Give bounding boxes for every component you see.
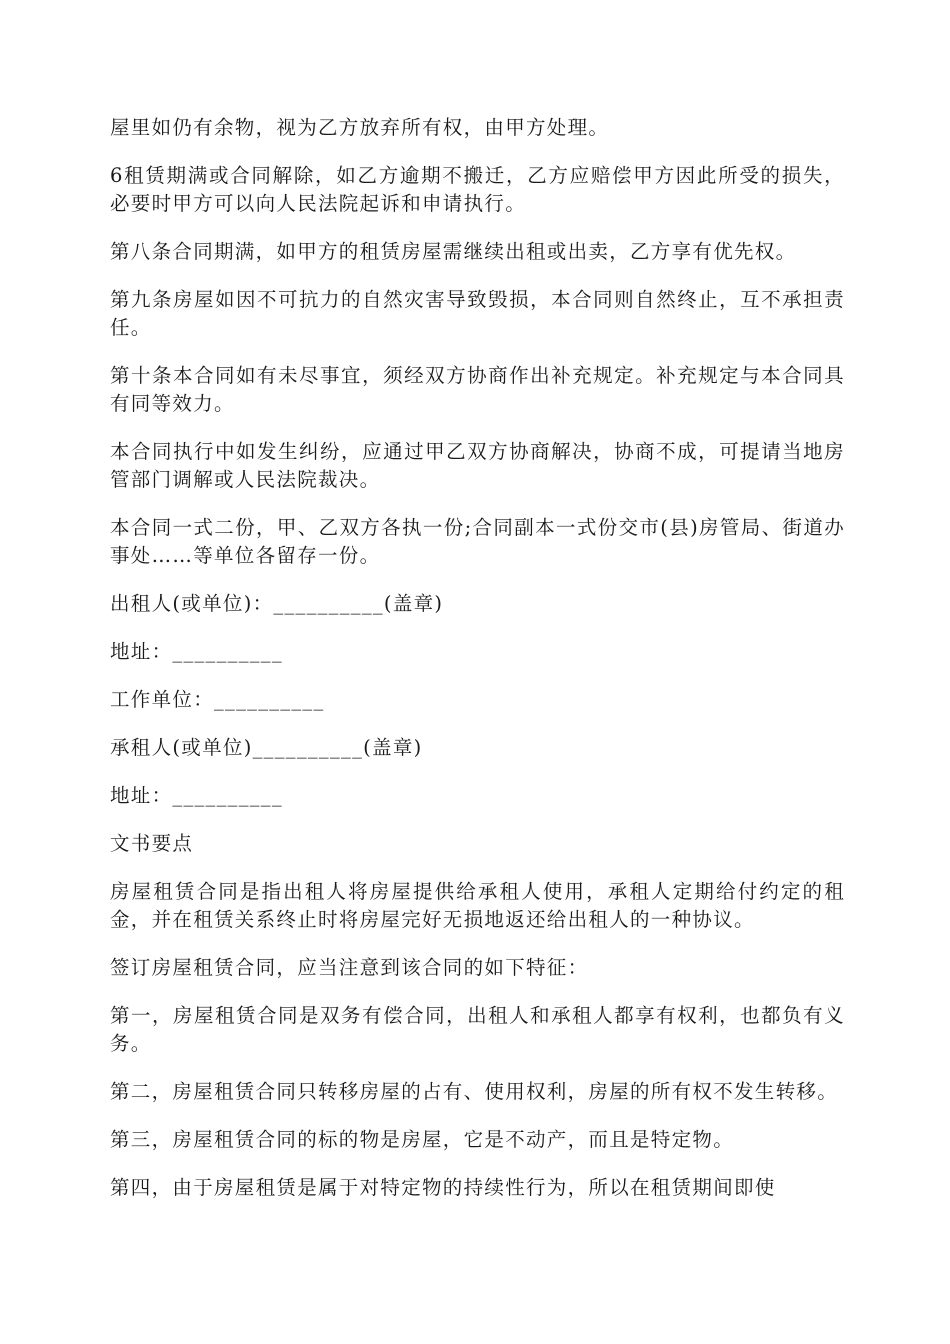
paragraph-feature-4: 第四，由于房屋租赁是属于对特定物的持续性行为，所以在租赁期间即使	[110, 1176, 776, 1199]
paragraph-dispute-resolution: 本合同执行中如发生纠纷，应通过甲乙双方协商解决，协商不成，可提请当地房管部门调解或人民法院裁决。	[110, 440, 845, 491]
signature-lessor: 出租人(或单位)：__________(盖章)	[110, 592, 444, 615]
paragraph-clause-6-overdue: 6租赁期满或合同解除，如乙方逾期不搬迁，乙方应赔偿甲方因此所受的损失，必要时甲方可以向人民法院起诉和申请执行。	[110, 164, 845, 215]
paragraph-feature-1: 第一，房屋租赁合同是双务有偿合同，出租人和承租人都享有权利，也都负有义务。	[110, 1004, 845, 1055]
document-body	[110, 114, 845, 1222]
signature-workplace: 工作单位：__________	[110, 688, 325, 711]
signature-lessee-address: 地址：__________	[110, 784, 283, 807]
paragraph-leftover-items: 屋里如仍有余物，视为乙方放弃所有权，由甲方处理。	[110, 116, 610, 139]
paragraph-features-intro: 签订房屋租赁合同，应当注意到该合同的如下特征：	[110, 956, 589, 979]
signature-lessor-address: 地址：__________	[110, 640, 283, 663]
paragraph-copies: 本合同一式二份，甲、乙双方各执一份;合同副本一式份交市(县)房管局、街道办事处……等单位各留存一份。	[110, 516, 845, 567]
section-heading-key-points: 文书要点	[110, 832, 194, 855]
paragraph-article-9: 第九条房屋如因不可抗力的自然灾害导致毁损，本合同则自然终止，互不承担责任。	[110, 288, 845, 339]
paragraph-definition: 房屋租赁合同是指出租人将房屋提供给承租人使用，承租人定期给付约定的租金，并在租赁关系终止时将房屋完好无损地返还给出租人的一种协议。	[110, 880, 845, 931]
paragraph-article-10: 第十条本合同如有未尽事宜，须经双方协商作出补充规定。补充规定与本合同具有同等效力。	[110, 364, 845, 415]
signature-lessee: 承租人(或单位)__________(盖章)	[110, 736, 423, 759]
paragraph-feature-3: 第三，房屋租赁合同的标的物是房屋，它是不动产，而且是特定物。	[110, 1128, 735, 1151]
paragraph-feature-2: 第二，房屋租赁合同只转移房屋的占有、使用权利，房屋的所有权不发生转移。	[110, 1080, 839, 1103]
paragraph-article-8: 第八条合同期满，如甲方的租赁房屋需继续出租或出卖，乙方享有优先权。	[110, 240, 797, 263]
